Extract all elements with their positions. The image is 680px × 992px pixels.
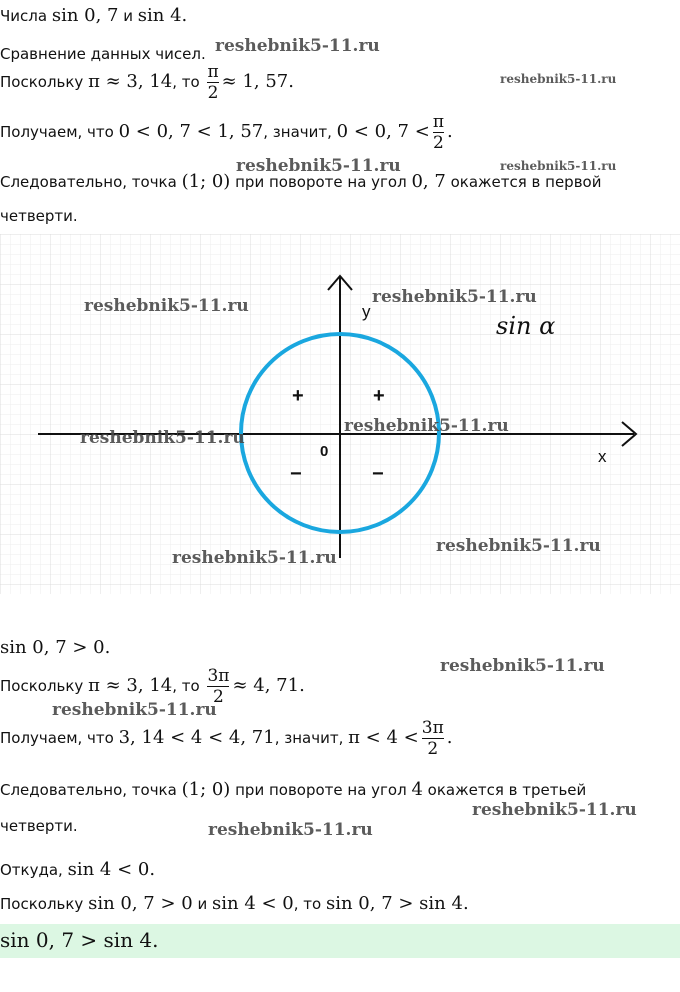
math: (1; 0): [181, 779, 231, 800]
watermark: reshebnik5-11.ru: [236, 156, 401, 176]
text: при повороте на угол: [230, 173, 412, 191]
math: ≈ 1, 57.: [221, 71, 294, 92]
fraction-denominator: 2: [207, 686, 229, 707]
math: π ≈ 3, 14: [88, 675, 173, 696]
text: четверти.: [0, 207, 78, 225]
text: четверти.: [0, 817, 78, 835]
line-point-third-quarter: [0, 780, 586, 800]
watermark: reshebnik5-11.ru: [80, 428, 245, 448]
math: sin 4.: [137, 5, 188, 26]
quadrant-4-sign: −: [372, 463, 384, 485]
math: 0 < 0, 7 <: [336, 121, 430, 142]
line-sin-positive: [0, 638, 110, 658]
line-sin4-negative: [0, 860, 155, 880]
line-numbers-intro: [0, 6, 187, 26]
math: sin 0, 7 > sin 4.: [326, 893, 469, 914]
watermark: reshebnik5-11.ru: [472, 800, 637, 820]
watermark: reshebnik5-11.ru: [84, 296, 249, 316]
text: при повороте на угол: [230, 781, 412, 799]
math: (1; 0): [181, 171, 231, 192]
line-pi-half: [0, 62, 294, 103]
text: Сравнение данных чисел.: [0, 45, 206, 63]
math: sin 4 < 0: [212, 893, 294, 914]
answer-math: sin 0, 7 > sin 4.: [0, 928, 159, 952]
text: Следовательно, точка: [0, 781, 182, 799]
watermark: reshebnik5-11.ru: [500, 72, 617, 86]
text: окажется в третьей: [422, 781, 587, 799]
text: , то: [293, 895, 326, 913]
watermark: reshebnik5-11.ru: [440, 656, 605, 676]
text: Поскольку: [0, 895, 89, 913]
math: π ≈ 3, 14: [88, 71, 173, 92]
text: , то: [172, 677, 205, 695]
text: и: [118, 7, 138, 25]
origin-label: 0: [320, 443, 329, 460]
math: .: [446, 727, 453, 748]
text: Следовательно, точка: [0, 173, 182, 191]
math: π < 4 <: [348, 727, 419, 748]
text: Откуда,: [0, 861, 68, 879]
text: и: [192, 895, 213, 913]
quadrant-2-sign: +: [292, 385, 304, 407]
answer-line: [0, 930, 159, 952]
watermark: reshebnik5-11.ru: [372, 287, 537, 307]
watermark: reshebnik5-11.ru: [500, 159, 617, 173]
text: , то: [172, 73, 205, 91]
math: 4: [411, 779, 423, 800]
math: sin 0, 7 > 0: [88, 893, 193, 914]
line-quarter-3: [0, 816, 78, 836]
fraction-numerator: π: [207, 62, 219, 82]
quadrant-1-sign: +: [373, 385, 385, 407]
line-third-quarter-bounds: [0, 718, 452, 759]
fraction-denominator: 2: [422, 738, 444, 759]
function-label: sin α: [496, 312, 556, 340]
math: 3, 14 < 4 < 4, 71: [118, 727, 275, 748]
quadrant-3-sign: −: [290, 463, 302, 485]
watermark: reshebnik5-11.ru: [436, 536, 601, 556]
line-first-quarter-bounds: [0, 112, 453, 153]
text: Поскольку: [0, 677, 89, 695]
text: Поскольку: [0, 73, 89, 91]
math: 0, 7: [411, 171, 446, 192]
fraction: [433, 112, 444, 153]
fraction-denominator: 2: [432, 133, 444, 153]
watermark: reshebnik5-11.ru: [215, 36, 380, 56]
text: Получаем, что: [0, 123, 119, 141]
y-axis-label: y: [362, 302, 371, 321]
text: Числа: [0, 7, 52, 25]
x-axis-label: x: [598, 447, 607, 466]
math: sin 0, 7: [51, 5, 119, 26]
fraction-numerator: π: [432, 112, 444, 132]
line-conclusion: [0, 894, 469, 914]
watermark: reshebnik5-11.ru: [172, 548, 337, 568]
line-comparison: [0, 44, 206, 64]
text: , значит,: [274, 729, 349, 747]
math: ≈ 4, 71.: [232, 675, 305, 696]
text: Получаем, что: [0, 729, 119, 747]
fraction: [422, 718, 444, 759]
text: окажется в первой: [445, 173, 602, 191]
fraction-denominator: 2: [207, 83, 219, 103]
watermark: reshebnik5-11.ru: [344, 416, 509, 436]
fraction-numerator: 3π: [207, 666, 230, 686]
math: sin 4 < 0.: [67, 859, 156, 880]
fraction: [207, 62, 218, 103]
math: sin 0, 7 > 0.: [0, 637, 111, 658]
fraction-numerator: 3π: [421, 718, 444, 738]
text: , значит,: [263, 123, 337, 141]
watermark: reshebnik5-11.ru: [52, 700, 217, 720]
watermark: reshebnik5-11.ru: [208, 820, 373, 840]
math: .: [447, 121, 453, 142]
line-quarter-1: [0, 206, 78, 226]
math: 0 < 0, 7 < 1, 57: [118, 121, 264, 142]
